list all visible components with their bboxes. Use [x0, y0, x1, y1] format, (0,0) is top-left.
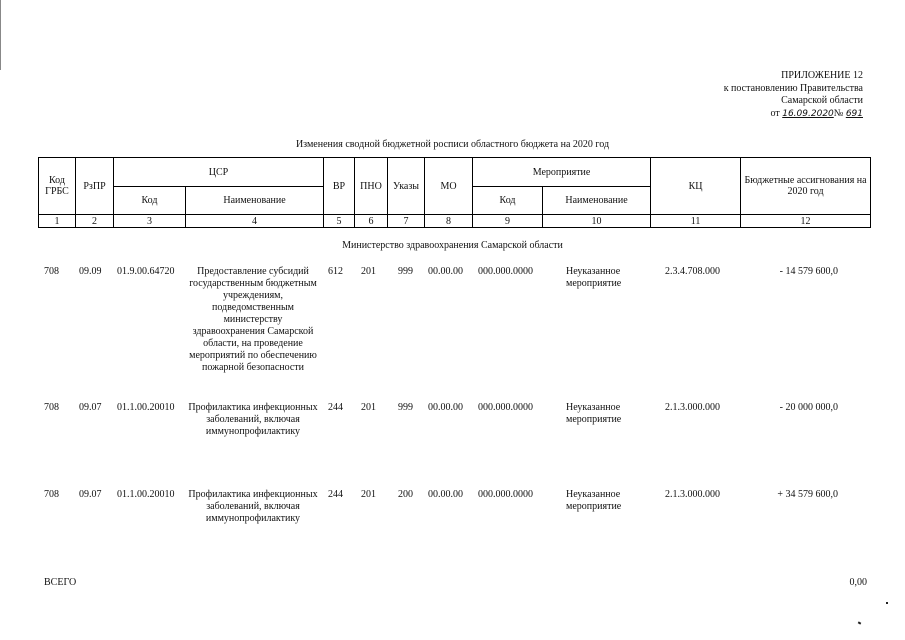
- header-grbs: Код ГРБС: [39, 158, 76, 215]
- cell-ukazy: 999: [398, 402, 413, 413]
- col-num-9: 9: [473, 215, 543, 228]
- col-num-4: 4: [186, 215, 324, 228]
- cell-measure-name: Неуказанное мероприятие: [566, 402, 622, 425]
- col-num-8: 8: [425, 215, 473, 228]
- cell-allocation: + 34 579 600,0: [777, 489, 838, 500]
- cell-measure-code: 000.000.0000: [478, 402, 533, 413]
- cell-csr-code: 01.1.00.20010: [117, 402, 175, 413]
- handwritten-date: 16.09.2020: [782, 108, 834, 119]
- header-mo: МО: [425, 158, 473, 215]
- document-title: Изменения сводной бюджетной росписи областного бюджета на 2020 год: [295, 139, 610, 150]
- col-num-10: 10: [543, 215, 651, 228]
- appendix-date-line: [724, 108, 863, 121]
- cell-mo: 00.00.00: [428, 489, 463, 500]
- cell-allocation: - 20 000 000,0: [779, 402, 838, 413]
- appendix-title: ПРИЛОЖЕНИЕ 12: [781, 70, 863, 81]
- appendix-block: [724, 70, 863, 120]
- header-measure-name: Наименование: [543, 187, 651, 215]
- header-vr: ВР: [324, 158, 355, 215]
- handwritten-number: 691: [845, 108, 863, 119]
- cell-kc: 2.3.4.708.000: [665, 266, 720, 277]
- appendix-line2: к постановлению Правительства: [723, 82, 863, 94]
- col-num-12: 12: [741, 215, 871, 228]
- cell-rzpr: 09.07: [79, 402, 102, 413]
- col-num-7: 7: [388, 215, 425, 228]
- header-allocations: Бюджетные ассигнования на 2020 год: [741, 158, 871, 215]
- cell-allocation: - 14 579 600,0: [779, 266, 838, 277]
- cell-kc: 2.1.3.000.000: [665, 402, 720, 413]
- col-num-5: 5: [324, 215, 355, 228]
- header-kc: КЦ: [651, 158, 741, 215]
- scan-speck: [886, 602, 888, 604]
- header-ukazy: Указы: [388, 158, 425, 215]
- cell-mo: 00.00.00: [428, 402, 463, 413]
- cell-pno: 201: [361, 266, 376, 277]
- cell-csr-name: Предоставление субсидий государственным бюджетным учреждениям, подведомственным министерству здравоохранения Самарской области, на проведение мероприятий по обеспечению пожарной безопасности: [189, 266, 317, 373]
- cell-measure-name: Неуказанное мероприятие: [566, 489, 622, 512]
- cell-grbs: 708: [44, 402, 59, 413]
- cell-csr-name: Профилактика инфекционных заболеваний, включая иммунопрофилактику: [188, 489, 318, 524]
- cell-ukazy: 999: [398, 266, 413, 277]
- cell-measure-code: 000.000.0000: [478, 266, 533, 277]
- header-measure: Мероприятие: [473, 158, 651, 187]
- header-csr: ЦСР: [114, 158, 324, 187]
- header-measure-code: Код: [473, 187, 543, 215]
- cell-ukazy: 200: [398, 489, 413, 500]
- header-pno: ПНО: [355, 158, 388, 215]
- header-table: [38, 157, 871, 228]
- col-num-2: 2: [76, 215, 114, 228]
- scan-edge-line: [0, 0, 1, 70]
- number-label: №: [833, 107, 844, 119]
- cell-rzpr: 09.09: [79, 266, 102, 277]
- col-num-6: 6: [355, 215, 388, 228]
- cell-csr-code: 01.1.00.20010: [117, 489, 175, 500]
- total-value: 0,00: [849, 577, 867, 588]
- col-num-1: 1: [39, 215, 76, 228]
- header-csr-code: Код: [114, 187, 186, 215]
- appendix-line3: Самарской области: [781, 95, 863, 106]
- cell-pno: 201: [361, 489, 376, 500]
- cell-grbs: 708: [44, 266, 59, 277]
- from-label: от: [770, 107, 780, 119]
- cell-csr-code: 01.9.00.64720: [117, 266, 175, 277]
- cell-pno: 201: [361, 402, 376, 413]
- cell-vr: 244: [328, 402, 343, 413]
- col-num-3: 3: [114, 215, 186, 228]
- header-csr-name: Наименование: [186, 187, 324, 215]
- total-label: ВСЕГО: [44, 577, 77, 588]
- col-num-11: 11: [651, 215, 741, 228]
- header-rzpr: РзПР: [76, 158, 114, 215]
- cell-csr-name: Профилактика инфекционных заболеваний, включая иммунопрофилактику: [188, 402, 318, 437]
- ministry-heading: Министерство здравоохранения Самарской области: [342, 240, 563, 251]
- cell-measure-code: 000.000.0000: [478, 489, 533, 500]
- cell-rzpr: 09.07: [79, 489, 102, 500]
- cell-mo: 00.00.00: [428, 266, 463, 277]
- scan-speck: [858, 621, 862, 624]
- cell-measure-name: Неуказанное мероприятие: [566, 266, 622, 289]
- cell-kc: 2.1.3.000.000: [665, 489, 720, 500]
- cell-vr: 612: [328, 266, 343, 277]
- cell-grbs: 708: [44, 489, 59, 500]
- cell-vr: 244: [328, 489, 343, 500]
